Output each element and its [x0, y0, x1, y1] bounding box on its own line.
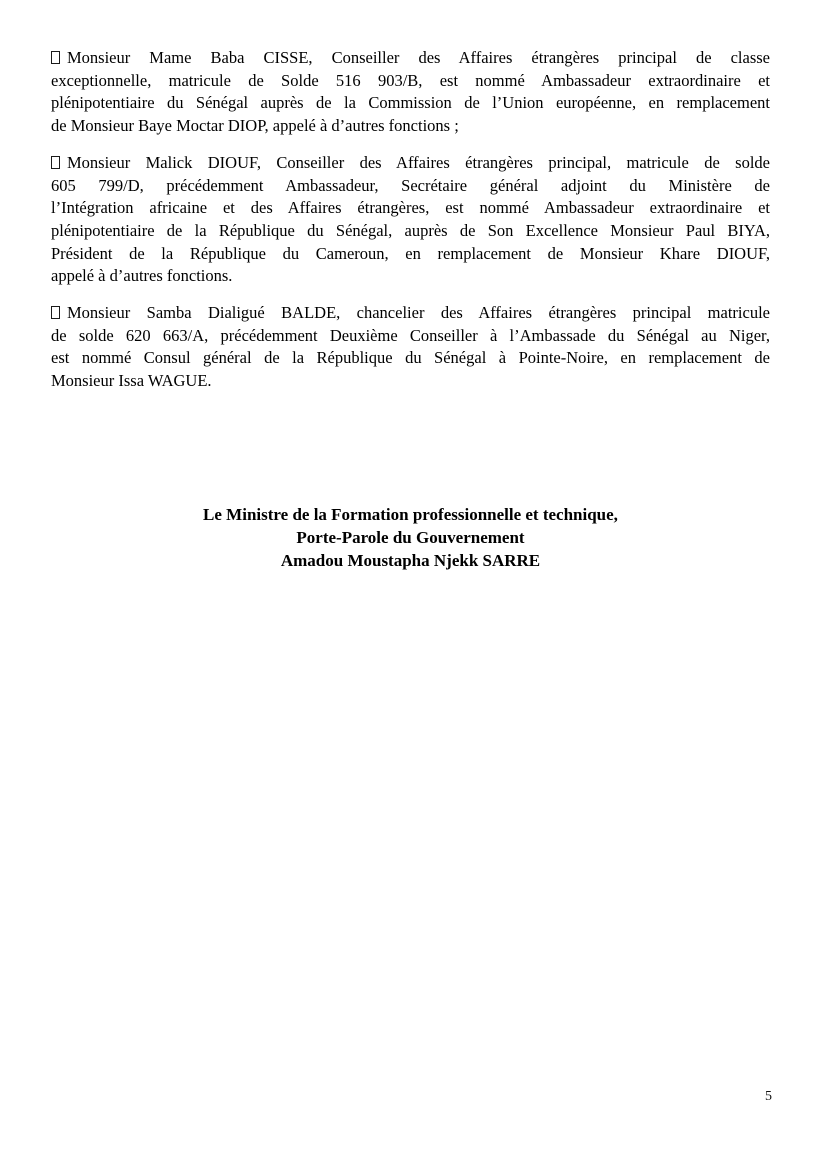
- signature-name: Amadou Moustapha Njekk SARRE: [280, 551, 541, 571]
- paragraph: [51, 302, 770, 393]
- paragraph: [51, 152, 770, 288]
- signature-role: Porte-Parole du Gouvernement: [296, 528, 525, 548]
- appointments-paragraphs: [51, 47, 770, 393]
- paragraph: [51, 47, 770, 138]
- paragraph-line: est nommé Consul général de la République du Sénégal à Pointe-Noire, en remplacement de: [51, 348, 770, 368]
- square-bullet-icon: [51, 156, 60, 169]
- page-number: 5: [765, 1089, 772, 1104]
- paragraph-line: Monsieur Malick DIOUF, Conseiller des Affaires étrangères principal, matricule de solde: [51, 152, 770, 175]
- paragraph-line: de solde 620 663/A, précédemment Deuxième Conseiller à l’Ambassade du Sénégal au Niger,: [51, 325, 770, 345]
- square-bullet-icon: [51, 306, 60, 319]
- paragraph-line: l’Intégration africaine et des Affaires étrangères, est nommé Ambassadeur extraordinaire et: [51, 198, 770, 218]
- paragraph-line: Monsieur Samba Dialigué BALDE, chancelier des Affaires étrangères principal matricule: [51, 302, 770, 325]
- signature-block: [51, 503, 770, 573]
- paragraph-line: plénipotentiaire de la République du Sénégal, auprès de Son Excellence Monsieur Paul BIYA,: [51, 220, 770, 240]
- paragraph-line: 605 799/D, précédemment Ambassadeur, Secrétaire général adjoint du Ministère de: [51, 175, 770, 195]
- document-body: [51, 47, 770, 572]
- paragraph-line: Président de la République du Cameroun, en remplacement de Monsieur Khare DIOUF,: [51, 243, 770, 263]
- square-bullet-icon: [51, 51, 60, 64]
- paragraph-line: de Monsieur Baye Moctar DIOP, appelé à d’autres fonctions ;: [51, 116, 459, 136]
- paragraph-line: exceptionnelle, matricule de Solde 516 903/B, est nommé Ambassadeur extraordinaire et: [51, 70, 770, 90]
- paragraph-line: Monsieur Mame Baba CISSE, Conseiller des Affaires étrangères principal de classe: [51, 47, 770, 70]
- signature-title: Le Ministre de la Formation professionnelle et technique,: [203, 504, 618, 524]
- paragraph-line: appelé à d’autres fonctions.: [51, 266, 233, 286]
- paragraph-line: Monsieur Issa WAGUE.: [51, 371, 212, 391]
- paragraph-line: plénipotentiaire du Sénégal auprès de la Commission de l’Union européenne, en remplacement: [51, 93, 770, 113]
